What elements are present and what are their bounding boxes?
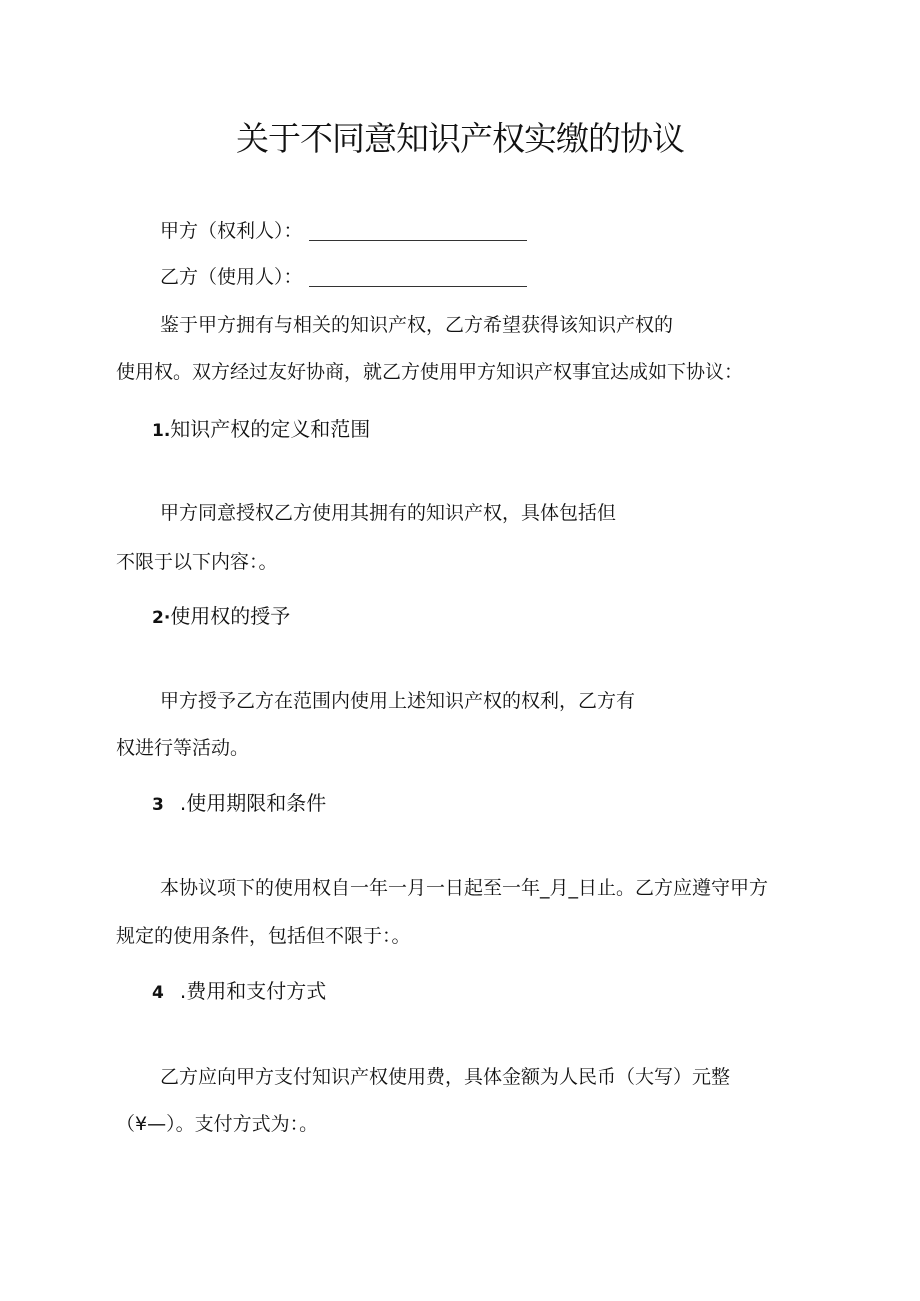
party-b-label: 乙方（使用人）： [160, 266, 303, 288]
section-3-number: 3 [152, 795, 164, 815]
section-4-title: .费用和支付方式 [179, 979, 327, 1003]
section-1-line-2: 不限于以下内容：。 [116, 551, 278, 573]
section-2-line-2: 权进行等活动。 [116, 737, 250, 759]
section-4-line-1: 乙方应向甲方支付知识产权使用费，具体金额为人民币（大写）元整 [160, 1066, 731, 1088]
preamble-line-1: 鉴于甲方拥有与相关的知识产权，乙方希望获得该知识产权的 [160, 314, 674, 336]
section-2-title: 使用权的授予 [170, 604, 291, 628]
preamble-line-2: 使用权。双方经过友好协商，就乙方使用甲方知识产权事宜达成如下协议： [116, 361, 744, 383]
party-b-row [160, 264, 527, 290]
document-title: 关于不同意知识产权实缴的协议 [236, 119, 684, 158]
section-2-line-1: 甲方授予乙方在范围内使用上述知识产权的权利，乙方有 [160, 690, 636, 712]
section-2-heading [152, 603, 290, 631]
party-a-label: 甲方（权利人）： [160, 220, 303, 242]
party-a-blank[interactable] [309, 239, 527, 241]
section-4-number: 4 [152, 983, 164, 1003]
section-3-line-2: 规定的使用条件，包括但不限于：。 [116, 925, 411, 947]
section-1-number: 1. [152, 421, 171, 441]
section-3-line-1: 本协议项下的使用权自一年一月一日起至一年_月_日止。乙方应遵守甲方 [160, 877, 769, 899]
section-2-number: 2· [152, 608, 171, 628]
section-1-title: 知识产权的定义和范围 [170, 417, 371, 441]
section-1-line-1: 甲方同意授权乙方使用其拥有的知识产权，具体包括但 [160, 502, 617, 524]
section-4-heading [152, 978, 326, 1006]
section-1-heading [152, 416, 370, 444]
section-3-heading [152, 790, 326, 818]
section-4-line-2: （¥—）。支付方式为：。 [116, 1113, 319, 1135]
section-3-title: .使用期限和条件 [179, 791, 327, 815]
party-b-blank[interactable] [309, 285, 527, 287]
party-a-row [160, 218, 527, 244]
